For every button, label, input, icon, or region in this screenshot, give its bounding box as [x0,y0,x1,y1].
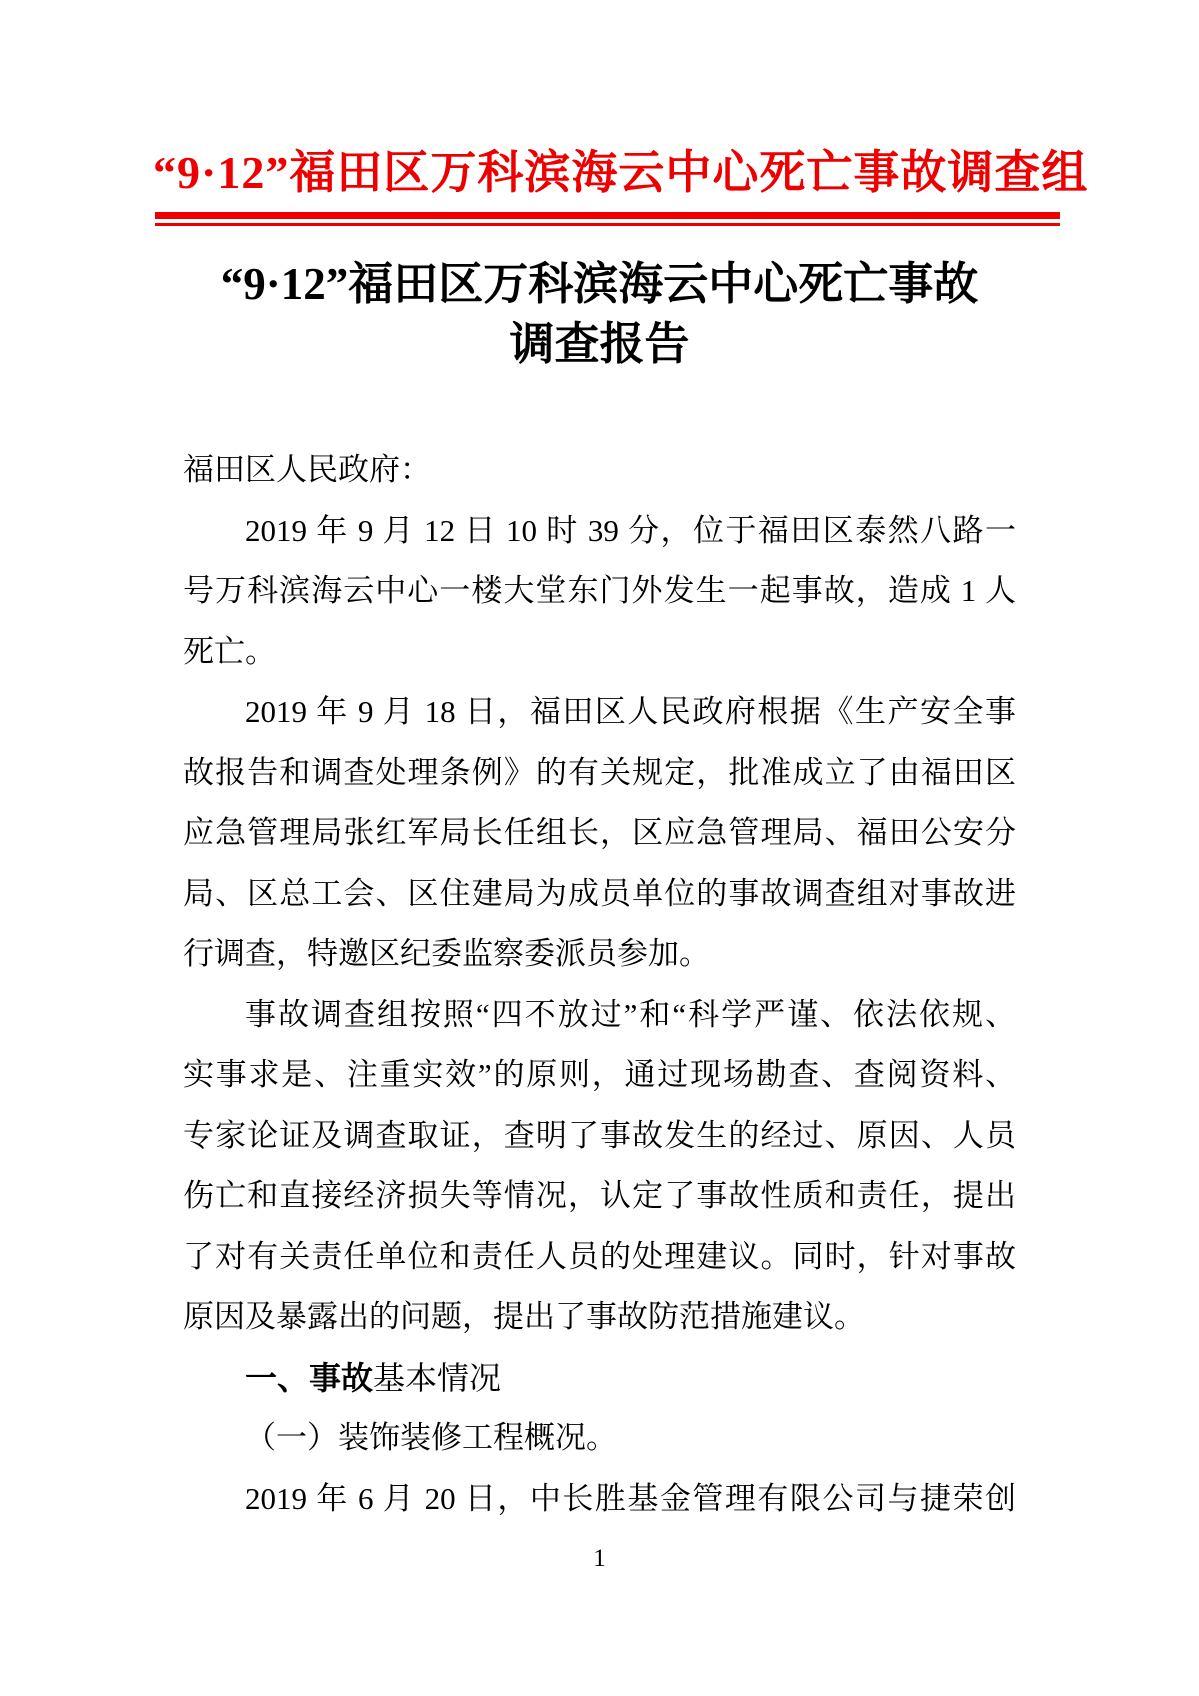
paragraph-2-line-4: 局、区总工会、区住建局为成员单位的事故调查组对事故进 [183,875,1016,911]
section-1-heading-rest: 基本情况 [373,1359,502,1396]
section-1-heading-number: 一、事故 [245,1359,374,1396]
paragraph-3-line-1: 事故调查组按照“四不放过”和“科学严谨、依法依规、 [245,996,1016,1032]
document-body [183,440,1016,1529]
salutation: 福田区人民政府： [183,452,431,487]
paragraph-2-line-5: 行调查，特邀区纪委监察委派员参加。 [183,936,710,971]
section-1-heading [183,1348,1016,1409]
document-title [183,254,1016,374]
paragraph-1-line-2: 号万科滨海云中心一楼大堂东门外发生一起事故，造成 1 人 [183,573,1016,608]
document-title-line2: 调查报告 [509,319,690,369]
paragraph-1-line-1: 2019 年 9 月 12 日 10 时 39 分，位于福田区泰然八路一 [245,512,1016,548]
paragraph-3-line-5: 了对有关责任单位和责任人员的处理建议。同时，针对事故 [183,1238,1016,1274]
paragraph-3-line-4: 伤亡和直接经济损失等情况，认定了事故性质和责任，提出 [183,1178,1016,1213]
paragraph-3-line-6: 原因及暴露出的问题，提出了事故防范措施建议。 [183,1299,865,1334]
header-banner: “9·12”福田区万科滨海云中心死亡事故调查组 [153,147,1089,198]
paragraph-3-line-2: 实事求是、注重实效”的原则，通过现场勘查、查阅资料、 [183,1057,1016,1092]
header-divider-thin [155,223,1060,226]
paragraph-3-line-3: 专家论证及调查取证，查明了事故发生的经过、原因、人员 [183,1117,1016,1153]
paragraph-2-line-3: 应急管理局张红军局长任组长，区应急管理局、福田公安分 [183,815,1016,850]
subsection-1-heading: （一）装饰装修工程概况。 [245,1420,617,1455]
paragraph-2-line-2: 故报告和调查处理条例》的有关规定，批准成立了由福田区 [183,754,1016,790]
document-title-line1: “9·12”福田区万科滨海云中心死亡事故 [220,259,979,309]
paragraph-2-line-1: 2019 年 9 月 18 日，福田区人民政府根据《生产安全事 [245,694,1016,729]
paragraph-1-line-3: 死亡。 [183,633,276,669]
page-number: 1 [593,1545,606,1572]
paragraph-4-line-1: 2019 年 6 月 20 日，中长胜基金管理有限公司与捷荣创 [245,1480,1016,1516]
header-divider-thick [155,212,1060,219]
